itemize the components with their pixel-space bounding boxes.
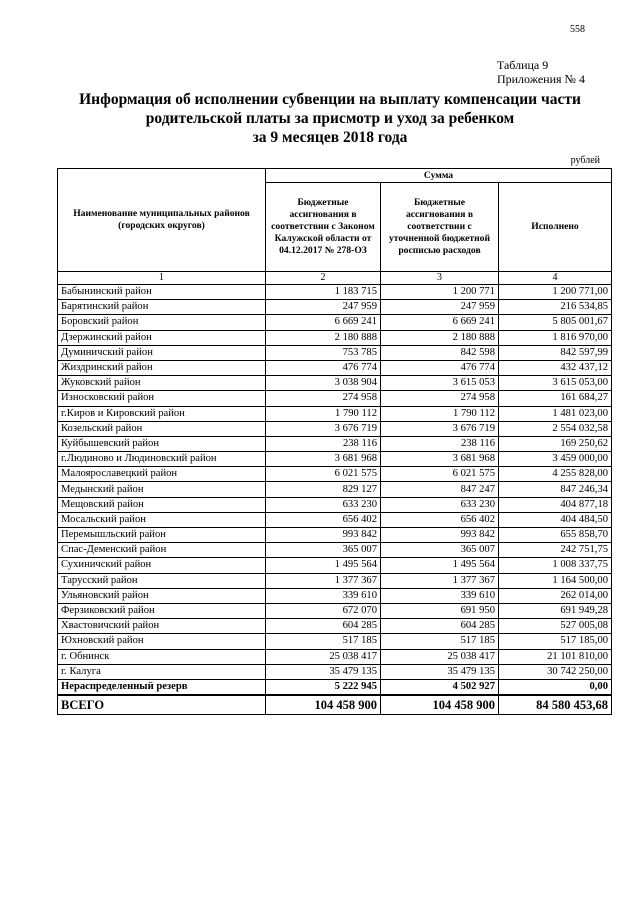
budget-allocation-value: 35 479 135 bbox=[381, 664, 499, 679]
executed-value: 242 751,75 bbox=[499, 543, 612, 558]
table-row bbox=[58, 603, 612, 618]
law-allocation-value: 1 790 112 bbox=[266, 406, 381, 421]
budget-allocation-value: 691 950 bbox=[381, 603, 499, 618]
district-name: Хвастовичский район bbox=[58, 619, 266, 634]
executed-value: 3 615 053,00 bbox=[499, 376, 612, 391]
table-row bbox=[58, 512, 612, 527]
law-allocation-value: 2 180 888 bbox=[266, 330, 381, 345]
district-name: Износковский район bbox=[58, 391, 266, 406]
budget-allocation-value: 993 842 bbox=[381, 528, 499, 543]
table-row bbox=[58, 528, 612, 543]
column-number: 4 bbox=[499, 272, 612, 285]
budget-allocation-value: 656 402 bbox=[381, 512, 499, 527]
executed-value: 161 684,27 bbox=[499, 391, 612, 406]
district-name: г.Киров и Кировский район bbox=[58, 406, 266, 421]
budget-allocation-value: 1 377 367 bbox=[381, 573, 499, 588]
district-name: Жиздринский район bbox=[58, 360, 266, 375]
column-header-executed: Исполнено bbox=[499, 183, 612, 272]
table-row bbox=[58, 406, 612, 421]
law-allocation-value: 517 185 bbox=[266, 634, 381, 649]
table-row bbox=[58, 664, 612, 679]
district-name: Медынский район bbox=[58, 482, 266, 497]
law-allocation-value: 476 774 bbox=[266, 360, 381, 375]
budget-allocation-value: 847 247 bbox=[381, 482, 499, 497]
budget-allocation-value: 1 790 112 bbox=[381, 406, 499, 421]
law-allocation-value: 1 377 367 bbox=[266, 573, 381, 588]
law-allocation-value: 35 479 135 bbox=[266, 664, 381, 679]
executed-value: 21 101 810,00 bbox=[499, 649, 612, 664]
executed-value: 691 949,28 bbox=[499, 603, 612, 618]
table-row bbox=[58, 482, 612, 497]
page-number: 558 bbox=[570, 24, 585, 35]
executed-value: 847 246,34 bbox=[499, 482, 612, 497]
district-name: Боровский район bbox=[58, 315, 266, 330]
appendix-reference bbox=[497, 58, 585, 86]
district-name: Нераспределенный резерв bbox=[58, 679, 266, 695]
law-allocation-value: 365 007 bbox=[266, 543, 381, 558]
law-allocation-value: 3 681 968 bbox=[266, 452, 381, 467]
table-label: Таблица 9 bbox=[496, 58, 549, 72]
law-allocation-value: 993 842 bbox=[266, 528, 381, 543]
law-allocation-value: 633 230 bbox=[266, 497, 381, 512]
title-line-3: за 9 месяцев 2018 года bbox=[252, 129, 408, 146]
budget-allocation-value: 517 185 bbox=[381, 634, 499, 649]
budget-allocation-value: 104 458 900 bbox=[381, 695, 499, 715]
title-line-2: родительской платы за присмотр и уход за ребенком bbox=[145, 110, 515, 127]
appendix-label: Приложения № 4 bbox=[496, 72, 585, 86]
executed-value: 4 255 828,00 bbox=[499, 467, 612, 482]
executed-value: 0,00 bbox=[499, 679, 612, 695]
executed-value: 1 481 023,00 bbox=[499, 406, 612, 421]
table-row bbox=[58, 436, 612, 451]
budget-allocation-value: 3 676 719 bbox=[381, 421, 499, 436]
law-allocation-value: 6 021 575 bbox=[266, 467, 381, 482]
executed-value: 404 877,18 bbox=[499, 497, 612, 512]
budget-allocation-value: 274 958 bbox=[381, 391, 499, 406]
executed-value: 84 580 453,68 bbox=[499, 695, 612, 715]
executed-value: 1 816 970,00 bbox=[499, 330, 612, 345]
executed-value: 5 805 001,67 bbox=[499, 315, 612, 330]
table-row bbox=[58, 285, 612, 300]
budget-allocation-value: 1 200 771 bbox=[381, 285, 499, 300]
table-row bbox=[58, 634, 612, 649]
law-allocation-value: 25 038 417 bbox=[266, 649, 381, 664]
budget-allocation-value: 4 502 927 bbox=[381, 679, 499, 695]
district-name: Юхновский район bbox=[58, 634, 266, 649]
table-row bbox=[58, 467, 612, 482]
table-row bbox=[58, 300, 612, 315]
law-allocation-value: 5 222 945 bbox=[266, 679, 381, 695]
budget-allocation-value: 3 681 968 bbox=[381, 452, 499, 467]
law-allocation-value: 604 285 bbox=[266, 619, 381, 634]
district-name: Бабынинский район bbox=[58, 285, 266, 300]
table-row bbox=[58, 619, 612, 634]
reserve-row bbox=[58, 679, 612, 695]
executed-value: 216 534,85 bbox=[499, 300, 612, 315]
execution-table bbox=[57, 168, 612, 715]
table-row bbox=[58, 345, 612, 360]
executed-value: 527 005,08 bbox=[499, 619, 612, 634]
budget-allocation-value: 633 230 bbox=[381, 497, 499, 512]
district-name: ВСЕГО bbox=[58, 695, 266, 715]
table-row bbox=[58, 315, 612, 330]
table-row bbox=[58, 558, 612, 573]
table-row bbox=[58, 543, 612, 558]
table-row bbox=[58, 421, 612, 436]
table-row bbox=[58, 573, 612, 588]
law-allocation-value: 656 402 bbox=[266, 512, 381, 527]
table-row bbox=[58, 452, 612, 467]
budget-allocation-value: 476 774 bbox=[381, 360, 499, 375]
district-name: Ферзиковский район bbox=[58, 603, 266, 618]
table-body bbox=[58, 285, 612, 715]
district-name: Куйбышевский район bbox=[58, 436, 266, 451]
law-allocation-value: 247 959 bbox=[266, 300, 381, 315]
district-name: Думиничский район bbox=[58, 345, 266, 360]
district-name: Тарусский район bbox=[58, 573, 266, 588]
column-number: 2 bbox=[266, 272, 381, 285]
law-allocation-value: 339 610 bbox=[266, 588, 381, 603]
budget-allocation-value: 339 610 bbox=[381, 588, 499, 603]
district-name: Перемышльский район bbox=[58, 528, 266, 543]
executed-value: 404 484,50 bbox=[499, 512, 612, 527]
executed-value: 1 200 771,00 bbox=[499, 285, 612, 300]
law-allocation-value: 6 669 241 bbox=[266, 315, 381, 330]
table-row bbox=[58, 588, 612, 603]
column-header-name: Наименование муниципальных районов (городских округов) bbox=[58, 169, 266, 272]
table-row bbox=[58, 391, 612, 406]
executed-value: 3 459 000,00 bbox=[499, 452, 612, 467]
table-row bbox=[58, 376, 612, 391]
budget-allocation-value: 6 669 241 bbox=[381, 315, 499, 330]
district-name: Козельский район bbox=[58, 421, 266, 436]
budget-allocation-value: 238 116 bbox=[381, 436, 499, 451]
column-number: 1 bbox=[58, 272, 266, 285]
district-name: г. Обнинск bbox=[58, 649, 266, 664]
budget-allocation-value: 6 021 575 bbox=[381, 467, 499, 482]
law-allocation-value: 274 958 bbox=[266, 391, 381, 406]
column-header-law: Бюджетные ассигнования в соответствии с Законом Калужской области от 04.12.2017 № 278-ОЗ bbox=[266, 183, 381, 272]
district-name: г.Людиново и Людиновский район bbox=[58, 452, 266, 467]
district-name: Мещовский район bbox=[58, 497, 266, 512]
district-name: Мосальский район bbox=[58, 512, 266, 527]
law-allocation-value: 238 116 bbox=[266, 436, 381, 451]
budget-allocation-value: 25 038 417 bbox=[381, 649, 499, 664]
budget-allocation-value: 842 598 bbox=[381, 345, 499, 360]
district-name: Ульяновский район bbox=[58, 588, 266, 603]
executed-value: 517 185,00 bbox=[499, 634, 612, 649]
executed-value: 169 250,62 bbox=[499, 436, 612, 451]
executed-value: 432 437,12 bbox=[499, 360, 612, 375]
law-allocation-value: 1 183 715 bbox=[266, 285, 381, 300]
budget-allocation-value: 604 285 bbox=[381, 619, 499, 634]
law-allocation-value: 3 038 904 bbox=[266, 376, 381, 391]
law-allocation-value: 829 127 bbox=[266, 482, 381, 497]
law-allocation-value: 672 070 bbox=[266, 603, 381, 618]
district-name: Дзержинский район bbox=[58, 330, 266, 345]
executed-value: 30 742 250,00 bbox=[499, 664, 612, 679]
budget-allocation-value: 2 180 888 bbox=[381, 330, 499, 345]
law-allocation-value: 1 495 564 bbox=[266, 558, 381, 573]
table-row bbox=[58, 497, 612, 512]
document-title bbox=[60, 90, 600, 147]
executed-value: 2 554 032,58 bbox=[499, 421, 612, 436]
column-header-budget: Бюджетные ассигнования в соответствии с уточненной бюджетной росписью расходов bbox=[381, 183, 499, 272]
executed-value: 655 858,70 bbox=[499, 528, 612, 543]
district-name: Сухиничский район bbox=[58, 558, 266, 573]
column-header-sum: Сумма bbox=[266, 169, 612, 183]
budget-allocation-value: 1 495 564 bbox=[381, 558, 499, 573]
currency-unit: рублей bbox=[570, 155, 600, 166]
executed-value: 262 014,00 bbox=[499, 588, 612, 603]
title-line-1: Информация об исполнении субвенции на выплату компенсации части bbox=[79, 91, 581, 108]
table-row bbox=[58, 330, 612, 345]
column-number: 3 bbox=[381, 272, 499, 285]
law-allocation-value: 753 785 bbox=[266, 345, 381, 360]
district-name: Спас-Деменский район bbox=[58, 543, 266, 558]
executed-value: 842 597,99 bbox=[499, 345, 612, 360]
executed-value: 1 164 500,00 bbox=[499, 573, 612, 588]
district-name: Жуковский район bbox=[58, 376, 266, 391]
table-row bbox=[58, 649, 612, 664]
executed-value: 1 008 337,75 bbox=[499, 558, 612, 573]
budget-allocation-value: 247 959 bbox=[381, 300, 499, 315]
total-row bbox=[58, 695, 612, 715]
law-allocation-value: 104 458 900 bbox=[266, 695, 381, 715]
law-allocation-value: 3 676 719 bbox=[266, 421, 381, 436]
budget-allocation-value: 365 007 bbox=[381, 543, 499, 558]
district-name: г. Калуга bbox=[58, 664, 266, 679]
budget-allocation-value: 3 615 053 bbox=[381, 376, 499, 391]
district-name: Барятинский район bbox=[58, 300, 266, 315]
district-name: Малоярославецкий район bbox=[58, 467, 266, 482]
table-row bbox=[58, 360, 612, 375]
